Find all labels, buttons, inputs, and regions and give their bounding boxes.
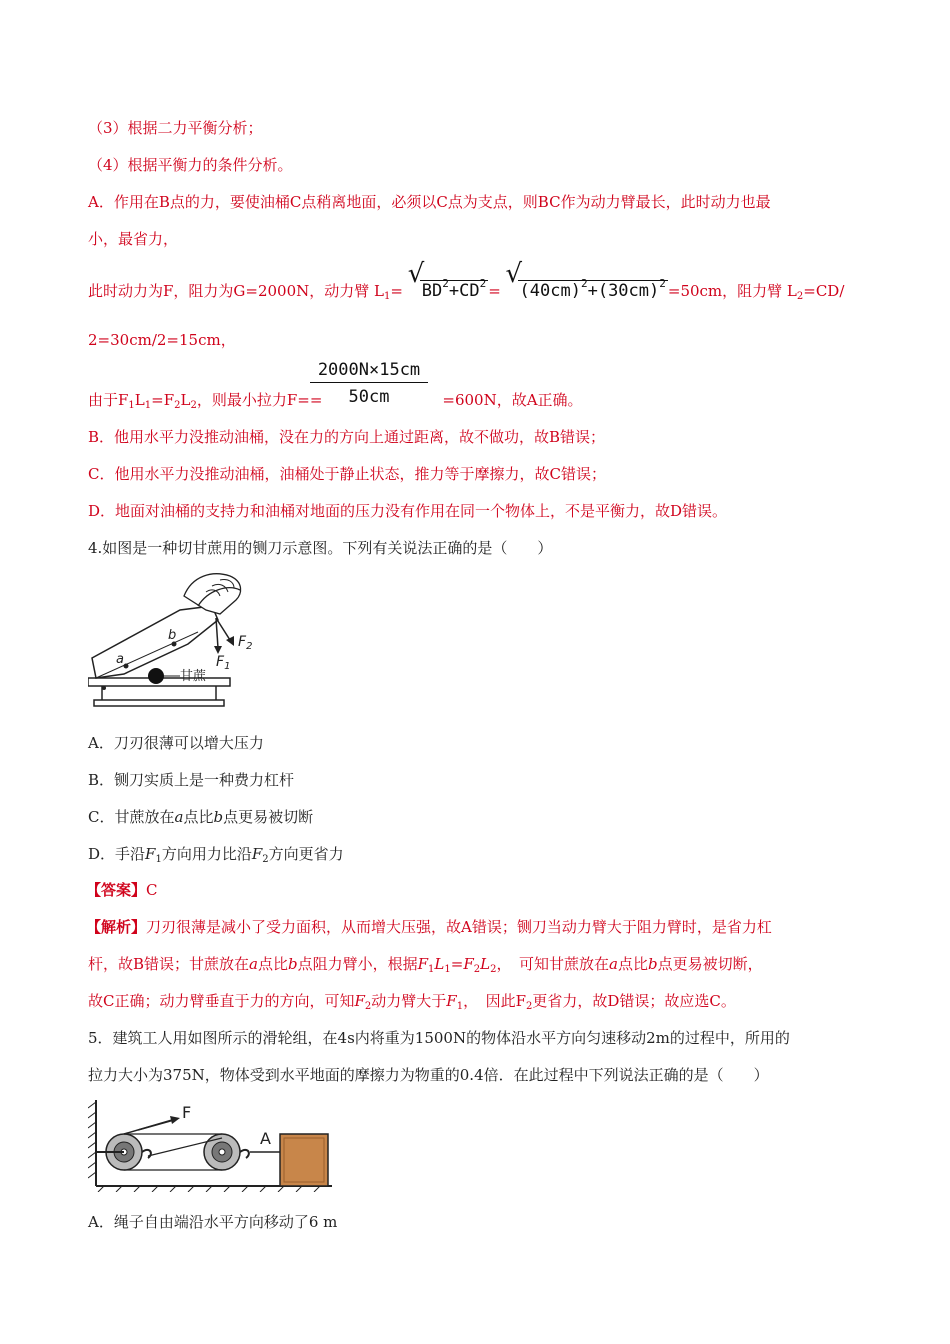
italic-var: a [249,955,258,973]
equals-sign: = [488,282,501,300]
italic-var: L [434,955,445,973]
italic-var: a [174,808,184,826]
italic-var: F [446,992,457,1010]
sugarcane-icon [148,668,164,684]
q5-option-a: A．绳子自由端沿水平方向移动了6 m [88,1213,338,1231]
q4-explanation-line2 [88,954,763,980]
text-segment: 方向用力比沿 [161,845,252,863]
italic-var: b [288,955,298,973]
label-sugarcane: 甘蔗 [180,669,207,684]
analysis-a-line2: 小，最省力， [88,230,179,248]
subscript: 1 [444,964,451,975]
subscript: 1 [456,1001,464,1012]
italic-var: =F [450,955,474,973]
point-a [124,664,129,669]
movable-pulley-hook [240,1150,249,1158]
label-f1 [216,654,230,672]
text-segment: =50cm，阻力臂 L [667,282,797,300]
wall-hatching [88,1102,96,1178]
subscript: 2 [473,964,481,975]
f2-letter: F [238,634,247,650]
term: (40cm) [519,281,581,301]
subscript: 1 [155,854,162,865]
text-segment: 点更易被切断 [223,808,314,826]
text-segment: 杆，故B错误；甘蔗放在 [88,955,250,973]
text-segment: ， 可知甘蔗放在 [496,955,609,973]
analysis-a-line3 [88,259,845,307]
analysis-step-3: （3）根据二力平衡分析； [88,119,263,137]
italic-var: b [213,808,224,826]
analysis-a-line5 [88,390,583,416]
label-a: A [260,1129,271,1148]
explanation-tag: 【解析】 [86,918,147,936]
exponent: 2 [659,277,666,290]
q4-figure-guillotine [88,566,266,714]
label-f: F [182,1103,192,1122]
fraction-numerator: 2000N×15cm [310,360,428,383]
subscript: 1 [384,291,391,302]
movable-pulley-axle [219,1149,225,1155]
text-segment: 方向更省力 [268,845,344,863]
force-f2-arrowhead [226,636,234,646]
analysis-a-line4: 2=30cm/2=15cm， [88,331,236,349]
subscript: 1 [144,400,152,411]
sqrt-expression-1 [407,259,488,301]
subscript: 2 [490,964,497,975]
text-segment: C．甘蔗放在 [88,808,175,826]
italic-var: F [417,955,429,973]
italic-var: F [251,845,263,863]
pivot-pin [102,686,106,690]
q4-answer [86,880,158,900]
text-segment: 此时动力为F，阻力为G=2000N，动力臂 L [88,282,384,300]
label-f2 [238,634,252,652]
analysis-b: B．他用水平力没推动油桶，没在力的方向上通过距离，故不做功，故B错误； [88,428,606,446]
sqrt-expression-2 [505,259,668,301]
text-segment: ， 因此F [463,992,527,1010]
answer-tag: 【答案】 [86,881,147,899]
subscript: 1 [428,964,435,975]
text-segment: 点比 [183,808,214,826]
text-segment: 更省力，故D错误；故应选C。 [532,992,736,1010]
text-segment: 故C正确；动力臂垂直于力的方向，可知 [88,992,355,1010]
italic-var: F [354,992,365,1010]
answer-value: C [146,881,158,899]
block-a [280,1134,328,1186]
radical-sign: √ [505,259,523,289]
italic-var: L [480,955,491,973]
text-segment: 动力臂大于 [371,992,447,1010]
exponent: 2 [442,277,449,290]
q4-stem: 4.如图是一种切甘蔗用的铡刀示意图。下列有关说法正确的是（ ） [88,539,553,557]
text-segment: = [390,282,403,300]
force-f-arrowhead [170,1116,180,1124]
label-a: a [116,652,124,667]
exponent: 2 [580,277,588,290]
radicand [518,277,668,301]
q4-explanation-line1 [86,917,772,937]
subscript: 2 [364,1001,372,1012]
radical-sign: √ [407,259,425,289]
italic-var: F [145,845,156,863]
italic-var: b [647,955,658,973]
term: +(30cm) [587,281,660,301]
subscript: 2 [262,854,269,865]
text-segment: 由于F [88,391,129,409]
text-segment: =CD/ [803,282,845,300]
analysis-a-line1: A．作用在B点的力，要使油桶C点稍离地面，必须以C点为支点，则BC作为动力臂最长，此时动力也最 [88,193,771,211]
text-segment: =600N，故A正确。 [442,391,583,409]
text-segment: L [134,391,145,409]
fixed-pulley-hook [142,1150,151,1158]
force-f2-arrow [216,618,230,640]
text-segment: 点阻力臂小，根据 [297,955,418,973]
text-segment: L [180,391,191,409]
subscript: 2 [526,1001,533,1012]
term: +CD [448,281,480,301]
q4-explanation-line3 [88,991,736,1017]
radicand [420,277,488,301]
subscript: 2 [190,400,197,411]
analysis-d: D．地面对油桶的支持力和油桶对地面的压力没有作用在同一个物体上，不是平衡力，故D错误。 [88,502,728,520]
text-segment: D．手沿 [88,845,146,863]
analysis-c: C．他用水平力没推动油桶，油桶处于静止状态，推力等于摩擦力，故C错误； [88,465,606,483]
label-b: b [168,628,177,643]
exponent: 2 [479,277,487,290]
force-f1-arrowhead [214,646,222,654]
subscript: 2 [796,291,804,302]
f2-subscript: 2 [246,641,253,652]
subscript: 1 [128,400,135,411]
text-segment: =F [151,391,175,409]
f1-letter: F [216,654,225,670]
q5-stem-line2: 拉力大小为375N，物体受到水平地面的摩擦力为物重的0.4倍．在此过程中下列说法正确的是（ ） [88,1066,769,1084]
force-f1-arrow [216,618,218,648]
fraction-denominator: 50cm [348,387,390,407]
force-f-arrow [138,1120,174,1130]
text-segment: 点更易被切断， [657,955,763,973]
subscript: 2 [174,400,181,411]
analysis-step-4: （4）根据平衡力的条件分析。 [88,156,293,174]
base-plate [94,700,224,706]
q4-option-c [88,807,313,827]
term: BD [421,281,443,301]
q4-option-a: A．刀刃很薄可以增大压力 [88,734,264,752]
q5-figure-pulley [88,1098,334,1192]
text-segment: 点比 [617,955,648,973]
text-segment: 刀刃很薄是减小了受力面积，从而增大压强，故A错误；铡刀当动力臂大于阻力臂时，是省力杠 [146,918,772,936]
f1-subscript: 1 [224,661,231,672]
q5-stem-line1: 5．建筑工人用如图所示的滑轮组，在4s内将重为1500N的物体沿水平方向匀速移动2m的过程中，所用的 [88,1029,790,1047]
q4-option-d [88,844,344,870]
text-segment: ，则最小拉力F== [196,391,323,409]
q4-option-b: B．铡刀实质上是一种费力杠杆 [88,771,295,789]
italic-var: a [608,955,618,973]
blade-shape [92,606,218,678]
text-segment: 点比 [257,955,288,973]
